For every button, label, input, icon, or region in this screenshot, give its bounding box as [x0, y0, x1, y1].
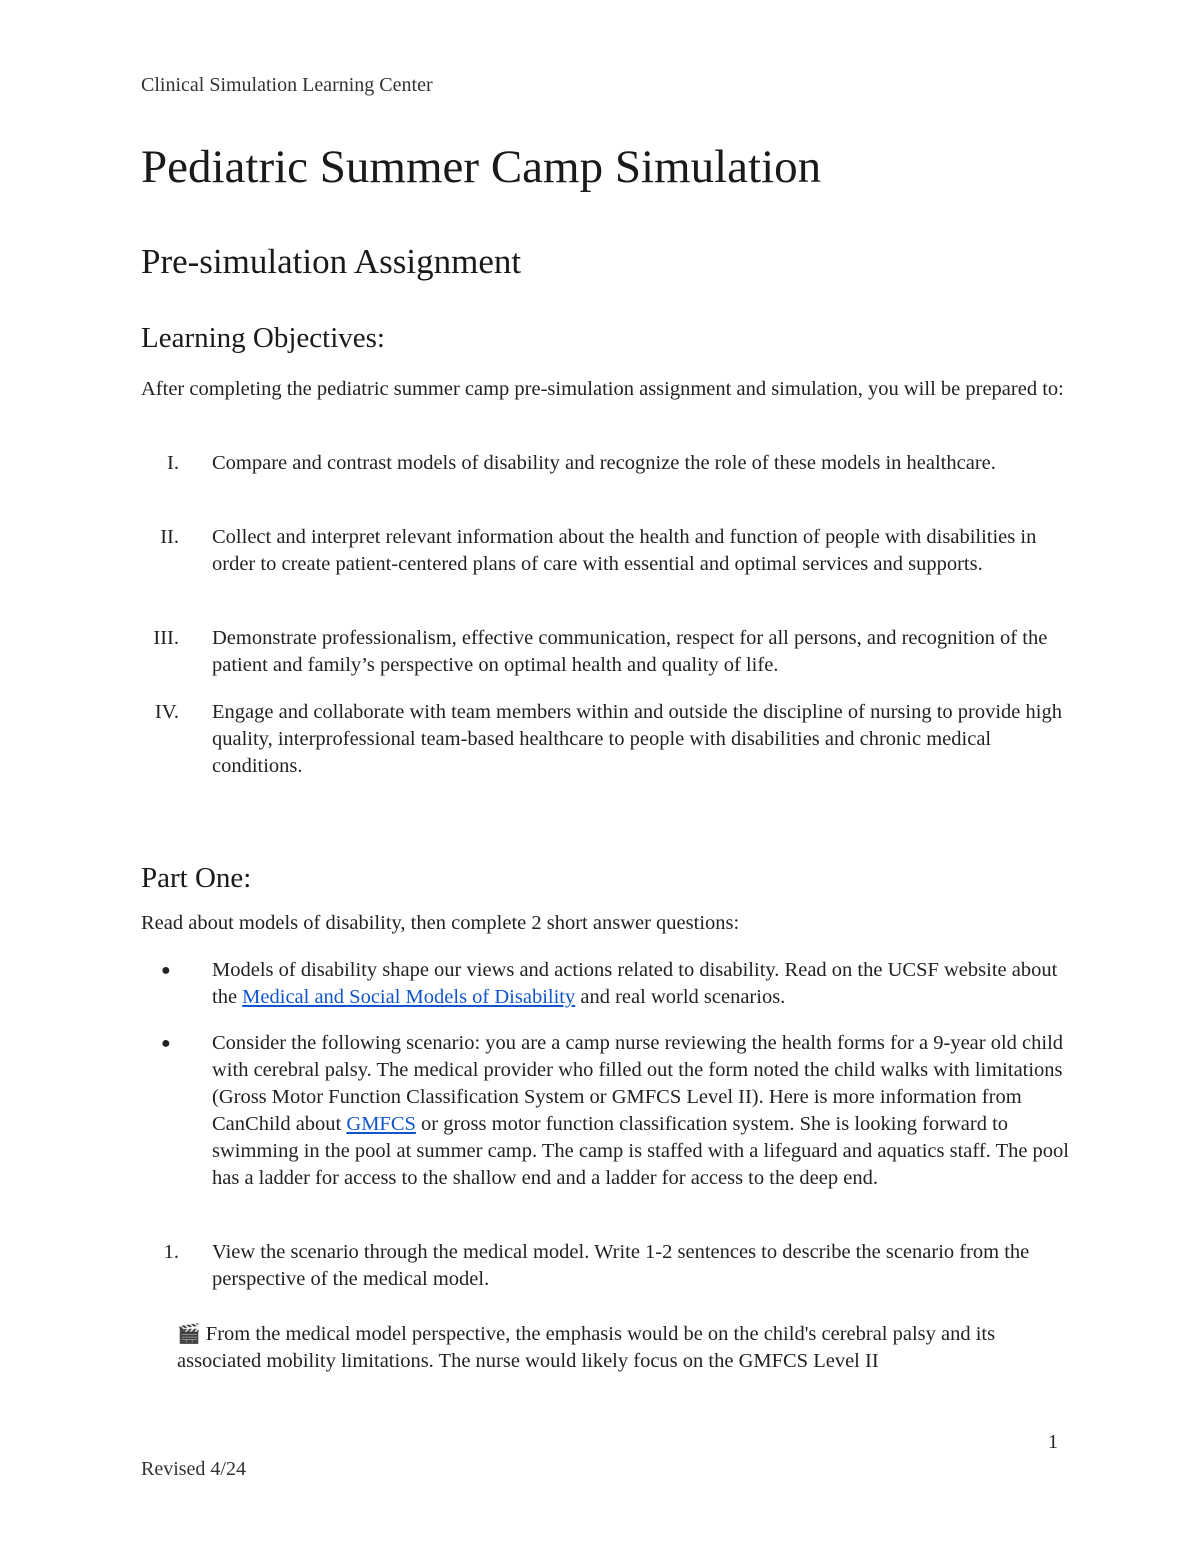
- part-one-heading: Part One:: [141, 862, 252, 894]
- page-header: Clinical Simulation Learning Center: [141, 74, 433, 96]
- page-number: 1: [1048, 1431, 1058, 1453]
- clapperboard-icon: 🎬: [177, 1324, 201, 1345]
- objective-marker: IV.: [154, 701, 179, 723]
- objective-marker: II.: [160, 526, 179, 548]
- objectives-intro: After completing the pediatric summer camp pre-simulation assignment and simulation, you will be prepared to:: [141, 378, 1064, 400]
- objective-text: Engage and collaborate with team members within and outside the discipline of nursing to provide high quality, interprofessional team-based healthcare to people with disabilities and chronic medical conditions.: [212, 701, 1062, 777]
- objective-text: Compare and contrast models of disability and recognize the role of these models in healthcare.: [212, 452, 996, 474]
- question-marker: 1.: [163, 1241, 179, 1263]
- objectives-heading: Learning Objectives:: [141, 322, 385, 354]
- bullet-text-part: Models of disability shape our views and actions related to disability. Read on the UCSF website about the: [212, 959, 1058, 1008]
- answer-text: [177, 1321, 1067, 1375]
- objective-marker: I.: [167, 452, 179, 474]
- gmfcs-link[interactable]: GMFCS: [346, 1113, 416, 1135]
- objective-marker: III.: [153, 627, 179, 649]
- document-subtitle: Pre-simulation Assignment: [141, 242, 522, 281]
- bullet-text-part: and real world scenarios.: [575, 986, 786, 1008]
- question-text: View the scenario through the medical model. Write 1-2 sentences to describe the scenario from the perspective of the medical model.: [212, 1241, 1030, 1290]
- bullet-text-part: or gross motor function classification system. She is looking forward to swimming in the pool at summer camp. The camp is staffed with a lifeguard and aquatics staff. The pool has a ladder for access to the shallow end and a ladder for access to the deep end.: [212, 1113, 1070, 1189]
- page-footer: Revised 4/24: [141, 1458, 246, 1480]
- answer-body: From the medical model perspective, the emphasis would be on the child's cerebral palsy and its associated mobility limitations. The nurse would likely focus on the GMFCS Level II: [177, 1323, 996, 1372]
- bullet-icon: ●: [161, 1035, 171, 1052]
- objective-text: Demonstrate professionalism, effective communication, respect for all persons, and recognition of the patient and family’s perspective on optimal health and quality of life.: [212, 627, 1048, 676]
- bullet-text: [212, 1030, 1082, 1192]
- bullet-text-part: Consider the following scenario: you are a camp nurse reviewing the health forms for a 9-year old child with cerebral palsy. The medical provider who filled out the form noted the child walks with limitations (Gross Motor Function Classification System or GMFCS Level II). Here is more information from CanChild about: [212, 1032, 1064, 1135]
- bullet-icon: ●: [161, 962, 171, 979]
- part-one-intro: Read about models of disability, then complete 2 short answer questions:: [141, 912, 740, 934]
- bullet-text: [212, 957, 1082, 1011]
- document-title: Pediatric Summer Camp Simulation: [141, 141, 822, 193]
- medical-social-models-link[interactable]: Medical and Social Models of Disability: [242, 986, 576, 1008]
- objective-text: Collect and interpret relevant information about the health and function of people with disabilities in order to create patient-centered plans of care with essential and optimal services and supports.: [212, 526, 1037, 575]
